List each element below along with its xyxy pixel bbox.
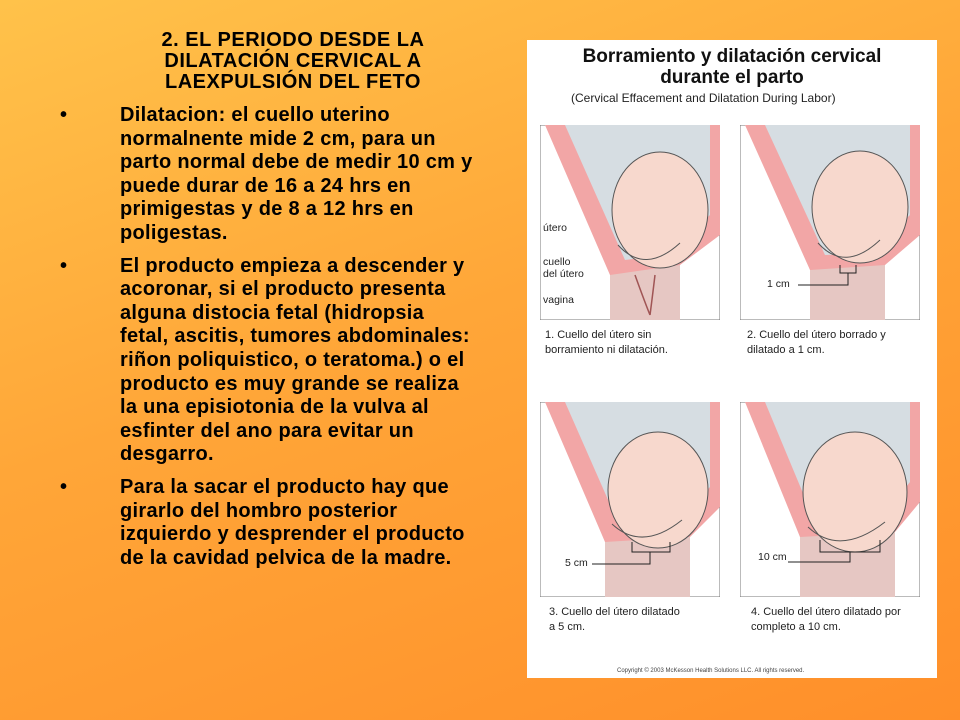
bullet-text: El producto empieza a descender y acoronar, si el producto presenta alguna distocia fetal (hidropsia fetal, ascitis, tumores abdominales: riñon poliquistico, o teratoma.) o el producto es muy grande se realiza la una episiotonia de la vulva al esfinter del ano para evitar un desgarro. — [120, 254, 470, 466]
bullet-text: Para la sacar el producto hay que girarlo del hombro posterior izquierdo y desprender el producto de la cavidad pelvica de la madre. — [120, 475, 465, 569]
figure-4-illustration — [740, 402, 920, 597]
caption-2-line1: 2. Cuello del útero borrado y — [747, 329, 886, 341]
caption-4-line1: 4. Cuello del útero dilatado por — [751, 606, 901, 618]
label-cuello — [543, 256, 584, 280]
caption-3-line1: 3. Cuello del útero dilatado — [549, 606, 680, 618]
caption-1-line1: 1. Cuello del útero sin — [545, 329, 652, 341]
bullet-expulsion — [58, 476, 478, 570]
bullet-dot: • — [60, 104, 68, 126]
figure-1 — [540, 125, 720, 320]
label-cuello-line1: cuello — [543, 256, 571, 268]
caption-2 — [747, 328, 927, 358]
figure-4 — [740, 402, 920, 597]
measure-1cm: 1 cm — [767, 278, 790, 290]
figure-1-illustration — [540, 125, 720, 320]
caption-4-line2: completo a 10 cm. — [751, 621, 841, 633]
slide-title: 2. EL PERIODO DESDE LA DILATACIÓN CERVICAL A LAEXPULSIÓN DEL FETO — [161, 29, 425, 93]
diagram-title-line1: Borramiento y dilatación cervical — [582, 46, 882, 67]
caption-1-line2: borramiento ni dilatación. — [545, 344, 668, 356]
caption-1 — [545, 328, 725, 358]
caption-2-line2: dilatado a 1 cm. — [747, 344, 825, 356]
figure-2-illustration — [740, 125, 920, 320]
cervical-diagram — [527, 40, 937, 678]
label-vagina: vagina — [543, 294, 574, 306]
bullet-text: Dilatacion: el cuello uterino normalnente mide 2 cm, para un parto normal debe de medir 10 cm y puede durar de 16 a 24 hrs en primigestas y de 8 a 12 hrs en poligestas. — [120, 104, 473, 244]
copyright-note: Copyright © 2003 McKesson Health Solutions LLC. All rights reserved. — [617, 668, 805, 674]
figure-2 — [740, 125, 920, 320]
label-cuello-line2: del útero — [543, 268, 584, 280]
caption-4 — [751, 605, 931, 635]
bullet-descenso — [58, 255, 478, 467]
caption-3 — [549, 605, 729, 635]
diagram-subtitle: (Cervical Effacement and Dilatation During Labor) — [571, 91, 836, 105]
label-utero: útero — [543, 222, 567, 234]
measure-5cm: 5 cm — [565, 557, 588, 569]
bullet-dilatacion — [58, 104, 478, 246]
bullet-dot: • — [60, 475, 68, 498]
measure-10cm: 10 cm — [758, 551, 787, 563]
bullet-dot: • — [60, 254, 68, 277]
diagram-title-line2: durante el parto — [660, 67, 804, 88]
bullet-list — [58, 104, 478, 579]
diagram-title — [527, 46, 937, 88]
caption-3-line2: a 5 cm. — [549, 621, 586, 633]
